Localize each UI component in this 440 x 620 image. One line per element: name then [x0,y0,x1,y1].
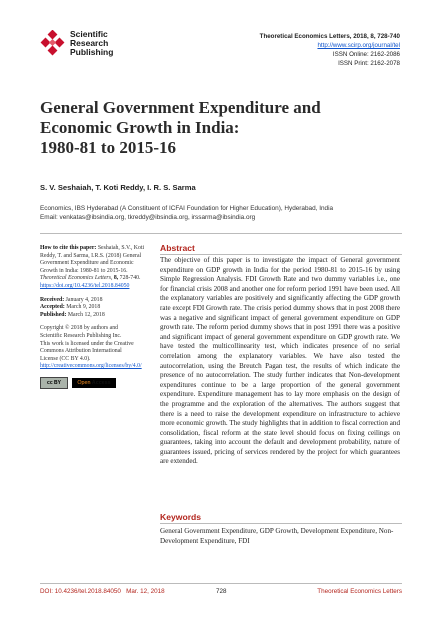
divider [40,233,402,234]
copyright-line: This work is licensed under the Creative [40,340,134,347]
copyright-line: Commons Attribution International [40,348,122,355]
footer-journal: Theoretical Economics Letters [317,588,402,595]
abstract-heading: Abstract [160,243,195,253]
accepted-date: March 9, 2018 [66,304,101,311]
cite-volume: 8, [113,275,119,282]
cite-label: How to cite this paper: [40,245,97,251]
cite-doi-link[interactable]: https://doi.org/10.4236/tel.2018.84050 [40,282,130,289]
title-line: General Government Expenditure and [40,98,321,117]
license-link[interactable]: http://creativecommons.org/licenses/by/4.0/ [40,363,142,370]
footer-date: Mar. 12, 2018 [126,588,165,595]
title-line: Economic Growth in India: [40,118,240,137]
page-footer [40,588,402,595]
cite-pages: 728-740. [119,275,141,282]
published-date: March 12, 2018 [67,311,105,318]
journal-citation: Theoretical Economics Letters, 2018, 8, 728-740 [259,33,400,40]
issn-print: ISSN Print: 2162-2078 [338,60,400,67]
accepted-label: Accepted: [40,304,65,311]
affiliation-line: Economics, IBS Hyderabad (A Constituent of ICFAI Foundation for Higher Education), Hyderabad, India [40,205,334,212]
copyright-line: Scientific Research Publishing Inc. [40,332,122,339]
divider [160,523,402,524]
copyright-block [40,325,150,371]
citation-block [40,245,150,291]
keywords-heading: Keywords [160,512,202,522]
footer-divider [40,583,402,584]
email-line: Email: venkatas@ibsindia.org, tkreddy@ibsindia.org, irssarma@ibsindia.org [40,214,256,221]
copyright-line: Copyright © 2018 by authors and [40,325,118,332]
cite-journal: Theoretical Economics Letters, [40,275,113,282]
article-info-sidebar [40,245,150,389]
received-date: January 4, 2018 [65,296,103,303]
title-line: 1980-81 to 2015-16 [40,138,176,157]
publisher-line: Publishing [70,47,114,57]
abstract-text: The objective of this paper is to investigate the impact of General government expenditure on GDP growth in India for the period 1980-81 to 2015-16 by using Simple Regression Analysis. FDI Growth Rate and two dummy variables i.e., one for financial crisis 2008 and another one for reform period 1991 have been used. All the explanatory variables are positively and significantly affecting the GDP growth rate except FDI Growth rate. The crisis period dummy shows that in post 2008 there was a negative and significant impact of general government expenditure on GDP growth rate. The reform period dummy shows that in post 1991 there was a positive and significant impact of general government expenditure on GDP growth rate. We have tested the multicollinearity test, which indicates presence of no serial correlation among the explanatory variables. We have also tested the autocorrelation, using the Breutch Pagan test, the results of which indicate the presence of no autocorrelation. The study further indicates that Non-development expenditures continue to be a large proportion of the general government expenditure. Expenditure management has to lay more emphasis on the design of the programme and the exploration of the alternatives. The authors suggest that there is a need to raise the development expenditure on infrastructure to achieve more economic growth. The study highlights that in addition to fiscal correction and consolidation, fiscal reform at the state level should focus on fixing ceilings on guarantees, taking into account the default and development probability, nature of guarantees issued, pricing of services rendered by the project for which guarantees are extended. [160,256,400,466]
publisher-line: Research [70,38,109,48]
affiliation [40,204,400,222]
journal-url-link[interactable]: http://www.scirp.org/journal/tel [317,42,400,49]
paper-title [40,98,400,158]
cc-by-badge-icon[interactable]: cc BY [40,377,68,389]
keywords-text: General Government Expenditure, GDP Growth, Development Expenditure, Non-Development Expenditure, FDI [160,527,394,545]
footer-doi: DOI: 10.4236/tel.2018.84050 [40,588,121,595]
issn-online: ISSN Online: 2162-2086 [332,51,400,58]
published-label: Published: [40,311,67,318]
divider [160,254,402,255]
cite-text: Seshaiah, S.V., Koti Reddy, T. and Sarma, I.R.S. (2018) General Government Expenditure and Economic Growth in India: 1980-81 to 2015-16. [40,245,145,274]
open-access-badge [72,378,116,388]
publisher-logo-icon [40,30,66,56]
open-access-open: Open [77,379,91,386]
journal-info [260,32,400,68]
page-number: 728 [216,588,227,595]
dates-block [40,297,150,320]
open-access-access: Access [90,379,111,386]
license-badges [40,377,150,389]
publisher-name [70,30,113,57]
authors: S. V. Seshaiah, T. Koti Reddy, I. R. S. Sarma [40,183,196,192]
copyright-line: License (CC BY 4.0). [40,355,91,362]
received-label: Received: [40,296,65,303]
publisher-line: Scientific [70,29,108,39]
